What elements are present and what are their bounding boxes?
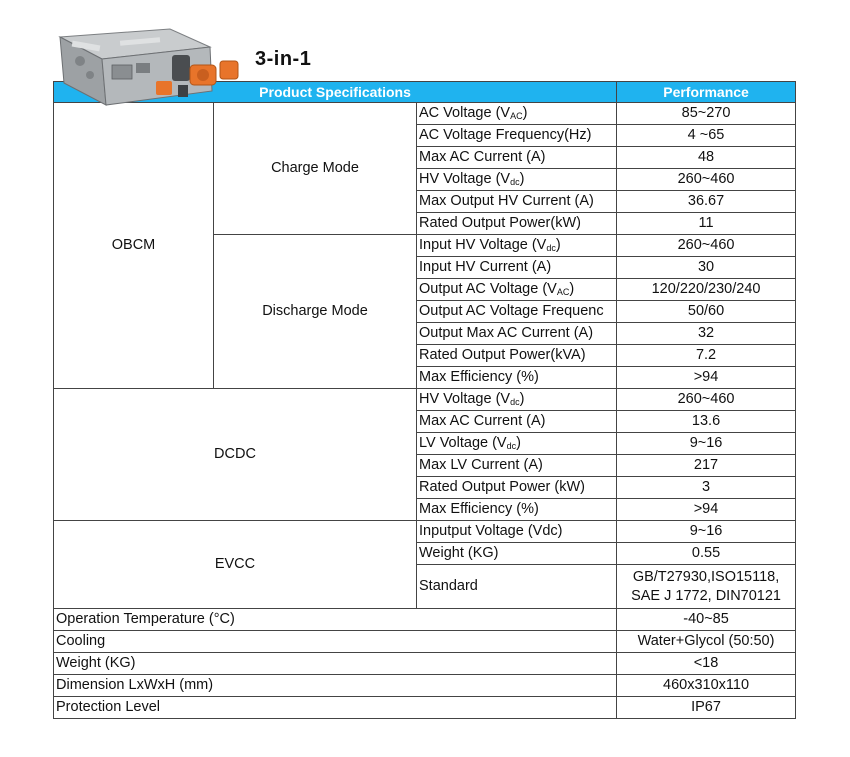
- param-cell: Input HV Current (A): [417, 257, 617, 279]
- value-cell: 36.67: [617, 191, 796, 213]
- value-cell: <18: [617, 653, 796, 675]
- value-cell: Water+Glycol (50:50): [617, 631, 796, 653]
- value-cell: GB/T27930,ISO15118, SAE J 1772, DIN70121: [617, 565, 796, 609]
- header-spec-label: Product Specifications: [54, 82, 617, 103]
- value-cell: 260~460: [617, 389, 796, 411]
- value-cell: 9~16: [617, 521, 796, 543]
- param-cell: Cooling: [54, 631, 617, 653]
- group-obcm: OBCM: [54, 103, 214, 389]
- value-cell: 7.2: [617, 345, 796, 367]
- product-title: 3-in-1: [255, 48, 312, 70]
- value-cell: 11: [617, 213, 796, 235]
- table-row: [54, 609, 796, 631]
- param-cell: AC Voltage $(V_{AC})$: [417, 103, 617, 125]
- param-cell: Rated Output Power (kW): [417, 477, 617, 499]
- value-cell: 460x310x110: [617, 675, 796, 697]
- param-cell: Inputput Voltage (Vdc): [417, 521, 617, 543]
- value-cell: 3: [617, 477, 796, 499]
- group-discharge-mode: Discharge Mode: [214, 235, 417, 389]
- value-cell: >94: [617, 499, 796, 521]
- param-cell: Output AC Voltage $(V_{AC})$: [417, 279, 617, 301]
- table-row: [54, 697, 796, 719]
- param-cell: Standard: [417, 565, 617, 609]
- value-cell: 4 ~65: [617, 125, 796, 147]
- value-cell: 50/60: [617, 301, 796, 323]
- value-cell: IP67: [617, 697, 796, 719]
- table-row: [54, 631, 796, 653]
- param-cell: Max AC Current (A): [417, 411, 617, 433]
- param-cell: Weight (KG): [54, 653, 617, 675]
- group-dcdc: DCDC: [54, 389, 417, 521]
- param-cell: Max LV Current (A): [417, 455, 617, 477]
- value-cell: 217: [617, 455, 796, 477]
- param-cell: LV Voltage $(V_{dc})$: [417, 433, 617, 455]
- param-cell: Max Efficiency (%): [417, 499, 617, 521]
- value-cell: 32: [617, 323, 796, 345]
- value-cell: 260~460: [617, 169, 796, 191]
- group-charge-mode: Charge Mode: [214, 103, 417, 235]
- group-evcc: EVCC: [54, 521, 417, 609]
- table-row: [54, 653, 796, 675]
- value-cell: >94: [617, 367, 796, 389]
- param-cell: Max Efficiency (%): [417, 367, 617, 389]
- param-cell: Max Output HV Current (A): [417, 191, 617, 213]
- value-cell: 120/220/230/240: [617, 279, 796, 301]
- header-perf-label: Performance: [617, 82, 796, 103]
- value-cell: 48: [617, 147, 796, 169]
- value-cell: 260~460: [617, 235, 796, 257]
- param-cell: HV Voltage $(V_{dc})$: [417, 169, 617, 191]
- param-cell: Protection Level: [54, 697, 617, 719]
- table-row: [54, 521, 796, 543]
- table-row: [54, 389, 796, 411]
- param-cell: Weight (KG): [417, 543, 617, 565]
- value-cell: 9~16: [617, 433, 796, 455]
- param-cell: Max AC Current (A): [417, 147, 617, 169]
- param-cell: Rated Output Power(kVA): [417, 345, 617, 367]
- value-cell: 30: [617, 257, 796, 279]
- spec-table: [53, 81, 796, 719]
- param-cell: Output Max AC Current (A): [417, 323, 617, 345]
- param-cell: Operation Temperature (°C): [54, 609, 617, 631]
- product-module-icon: [50, 25, 248, 125]
- param-cell: AC Voltage Frequency(Hz): [417, 125, 617, 147]
- table-row: [54, 675, 796, 697]
- param-cell: Dimension LxWxH (mm): [54, 675, 617, 697]
- value-cell: 85~270: [617, 103, 796, 125]
- param-cell: Rated Output Power(kW): [417, 213, 617, 235]
- param-cell: Output AC Voltage Frequenc: [417, 301, 617, 323]
- value-cell: -40~85: [617, 609, 796, 631]
- value-cell: 13.6: [617, 411, 796, 433]
- value-cell: 0.55: [617, 543, 796, 565]
- param-cell: Input HV Voltage $(V_{dc})$: [417, 235, 617, 257]
- param-cell: HV Voltage $(V_{dc})$: [417, 389, 617, 411]
